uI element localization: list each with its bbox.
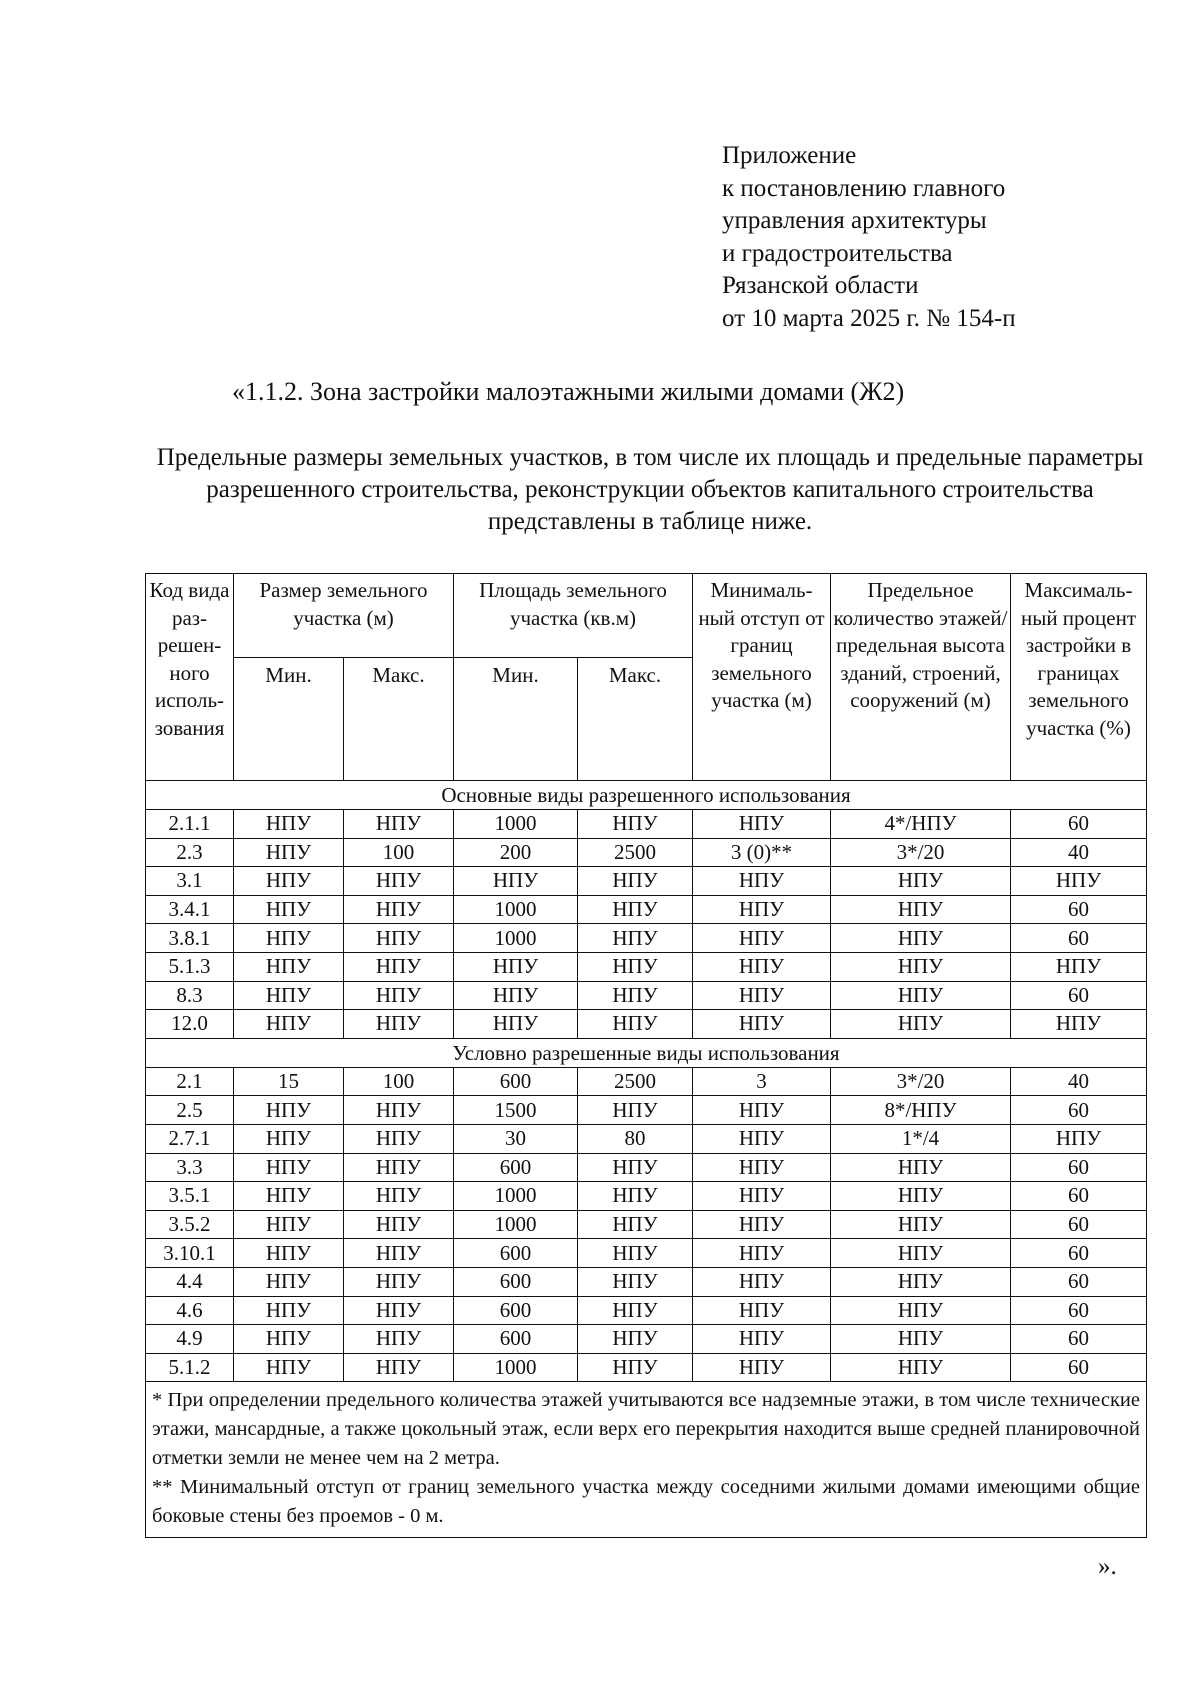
table-cell: 2.5 [146, 1096, 234, 1125]
table-cell: 600 [454, 1296, 578, 1325]
table-cell: НПУ [831, 1210, 1011, 1239]
table-row [146, 1153, 1147, 1182]
table-cell: НПУ [831, 1267, 1011, 1296]
table-row [146, 1296, 1147, 1325]
table-cell: 200 [454, 838, 578, 867]
table-cell: НПУ [578, 981, 693, 1010]
table-cell: НПУ [234, 810, 344, 839]
table-cell: 3 [693, 1067, 831, 1096]
table-cell: НПУ [831, 867, 1011, 896]
table-cell: НПУ [831, 1296, 1011, 1325]
table-row [146, 1267, 1147, 1296]
appendix-line: от 10 марта 2025 г. № 154-п [722, 304, 1016, 332]
section-row [146, 781, 1147, 810]
table-cell: НПУ [831, 1010, 1011, 1039]
appendix-line: к постановлению главного [722, 174, 1006, 202]
table-cell: 2.1 [146, 1067, 234, 1096]
parameters-table [145, 573, 1147, 1538]
header-coverage: Максималь-ный процент застройки в границах земельного участка (%) [1011, 574, 1147, 781]
table-cell: 4.4 [146, 1267, 234, 1296]
table-cell: НПУ [234, 1267, 344, 1296]
table-cell: 3.4.1 [146, 895, 234, 924]
table-cell: НПУ [831, 1325, 1011, 1354]
table-cell: НПУ [578, 1239, 693, 1268]
table-cell: 12.0 [146, 1010, 234, 1039]
table-notes [146, 1382, 1147, 1538]
table-cell: 2500 [578, 838, 693, 867]
table-cell: 8.3 [146, 981, 234, 1010]
table-cell: НПУ [454, 867, 578, 896]
table-cell: НПУ [693, 1010, 831, 1039]
table-cell: НПУ [234, 952, 344, 981]
section-title: Основные виды разрешенного использования [146, 781, 1147, 810]
table-cell: 3.1 [146, 867, 234, 896]
table-cell: НПУ [578, 1010, 693, 1039]
table-cell: 8*/НПУ [831, 1096, 1011, 1125]
table-cell: НПУ [831, 924, 1011, 953]
table-cell: НПУ [344, 1239, 454, 1268]
table-cell: 1000 [454, 1182, 578, 1211]
table-cell: НПУ [344, 1267, 454, 1296]
table-cell: НПУ [578, 1096, 693, 1125]
table-cell: НПУ [831, 1182, 1011, 1211]
zone-title: «1.1.2. Зона застройки малоэтажными жилыми домами (Ж2) [232, 377, 905, 406]
table-cell: 60 [1011, 1239, 1147, 1268]
table-cell: НПУ [578, 952, 693, 981]
table-cell: НПУ [693, 952, 831, 981]
table-cell: НПУ [344, 810, 454, 839]
table-cell: НПУ [234, 1296, 344, 1325]
table-cell: НПУ [344, 867, 454, 896]
section-title: Условно разрешенные виды использования [146, 1038, 1147, 1067]
table-cell: НПУ [234, 1096, 344, 1125]
table-row [146, 1124, 1147, 1153]
header-area-min: Мин. [454, 658, 578, 781]
table-row [146, 810, 1147, 839]
table-cell: НПУ [234, 981, 344, 1010]
table-cell: 4.6 [146, 1296, 234, 1325]
table-cell: НПУ [693, 1267, 831, 1296]
table-cell: НПУ [454, 1010, 578, 1039]
table-cell: НПУ [344, 1353, 454, 1382]
table-cell: 1000 [454, 895, 578, 924]
table-cell: НПУ [693, 810, 831, 839]
table-cell: 4*/НПУ [831, 810, 1011, 839]
table-cell: 3.5.2 [146, 1210, 234, 1239]
table-cell: НПУ [1011, 952, 1147, 981]
table-cell: НПУ [234, 1124, 344, 1153]
appendix-block [722, 140, 1016, 335]
table-cell: 1000 [454, 810, 578, 839]
table-cell: НПУ [693, 1296, 831, 1325]
table-cell: 1000 [454, 924, 578, 953]
table-cell: НПУ [344, 952, 454, 981]
table-cell: НПУ [578, 924, 693, 953]
table-cell: НПУ [693, 1153, 831, 1182]
table-cell: 600 [454, 1153, 578, 1182]
table-cell: НПУ [234, 1325, 344, 1354]
table-cell: НПУ [693, 1124, 831, 1153]
table-row [146, 1210, 1147, 1239]
table-cell: 40 [1011, 1067, 1147, 1096]
header-plot-size: Размер земельного участка (м) [234, 574, 454, 658]
table-cell: 30 [454, 1124, 578, 1153]
table-cell: 40 [1011, 838, 1147, 867]
table-cell: 3.3 [146, 1153, 234, 1182]
table-cell: НПУ [693, 867, 831, 896]
table-cell: НПУ [578, 1153, 693, 1182]
table-row [146, 1010, 1147, 1039]
table-cell: 1500 [454, 1096, 578, 1125]
table-cell: 60 [1011, 1353, 1147, 1382]
table-cell: НПУ [344, 1124, 454, 1153]
table-cell: 3.10.1 [146, 1239, 234, 1268]
table-cell: 600 [454, 1067, 578, 1096]
table-cell: НПУ [693, 981, 831, 1010]
table-row [146, 1096, 1147, 1125]
note-floors: * При определении предельного количества этажей учитываются все надземные этажи, в том числе технические этажи, мансардные, а также цокольный этаж, если верх его перекрытия находится выше средней планировочной отметки земли не менее чем на 2 метра. [152, 1389, 1140, 1470]
table-cell: НПУ [1011, 1124, 1147, 1153]
table-cell: 60 [1011, 1267, 1147, 1296]
table-cell: НПУ [578, 810, 693, 839]
table-cell: НПУ [234, 1353, 344, 1382]
table-cell: НПУ [234, 895, 344, 924]
table-cell: НПУ [234, 1010, 344, 1039]
table-cell: 2500 [578, 1067, 693, 1096]
table-cell: НПУ [234, 1182, 344, 1211]
table-row [146, 1067, 1147, 1096]
table-cell: НПУ [578, 1267, 693, 1296]
table-cell: НПУ [831, 952, 1011, 981]
table-cell: 15 [234, 1067, 344, 1096]
table-cell: НПУ [693, 1353, 831, 1382]
table-cell: НПУ [693, 1210, 831, 1239]
table-row [146, 867, 1147, 896]
table-cell: НПУ [693, 1182, 831, 1211]
table-cell: НПУ [344, 1010, 454, 1039]
closing-quote: ». [1098, 1553, 1117, 1580]
table-cell: НПУ [578, 1325, 693, 1354]
table-cell: НПУ [831, 1353, 1011, 1382]
table-cell: НПУ [1011, 1010, 1147, 1039]
table-cell: 60 [1011, 1096, 1147, 1125]
table-cell: 3 (0)** [693, 838, 831, 867]
table-cell: 60 [1011, 981, 1147, 1010]
table-cell: 2.1.1 [146, 810, 234, 839]
header-plot-area: Площадь земельного участка (кв.м) [454, 574, 693, 658]
table-row [146, 895, 1147, 924]
appendix-line: Приложение [722, 142, 857, 169]
table-cell: НПУ [234, 924, 344, 953]
table-cell: НПУ [831, 1239, 1011, 1268]
header-area-max: Макс. [578, 658, 693, 781]
table-cell: 2.3 [146, 838, 234, 867]
table-cell: НПУ [234, 1239, 344, 1268]
table-cell: НПУ [234, 1210, 344, 1239]
table-cell: 1000 [454, 1353, 578, 1382]
table-cell: 60 [1011, 1153, 1147, 1182]
table-cell: НПУ [454, 952, 578, 981]
table-row [146, 981, 1147, 1010]
table-cell: 60 [1011, 1325, 1147, 1354]
table-cell: НПУ [578, 1296, 693, 1325]
table-cell: НПУ [344, 924, 454, 953]
table-cell: НПУ [344, 895, 454, 924]
table-cell: 600 [454, 1239, 578, 1268]
table-cell: НПУ [234, 838, 344, 867]
table-cell: 60 [1011, 1210, 1147, 1239]
table-cell: 1000 [454, 1210, 578, 1239]
table-cell: 60 [1011, 924, 1147, 953]
intro-paragraph: Предельные размеры земельных участков, в том числе их площадь и предельные параметры разрешенного строительства, реконструкции объектов капитального строительства представлены в таблице ниже. [156, 444, 1144, 535]
appendix-line: управления архитектуры [722, 207, 987, 234]
table-cell: НПУ [831, 981, 1011, 1010]
table-cell: НПУ [454, 981, 578, 1010]
table-cell: НПУ [344, 1182, 454, 1211]
table-cell: НПУ [578, 1182, 693, 1211]
table-cell: 60 [1011, 1182, 1147, 1211]
header-floors: Предельное количество этажей/ предельная высота зданий, строений, сооружений (м) [831, 574, 1011, 781]
table-cell: 60 [1011, 810, 1147, 839]
table-cell: НПУ [693, 1325, 831, 1354]
table-row [146, 1239, 1147, 1268]
table-cell: 600 [454, 1267, 578, 1296]
table-cell: 5.1.2 [146, 1353, 234, 1382]
table-cell: НПУ [344, 1210, 454, 1239]
table-cell: НПУ [693, 1239, 831, 1268]
table-cell: 3.5.1 [146, 1182, 234, 1211]
table-cell: НПУ [234, 867, 344, 896]
table-cell: НПУ [831, 1153, 1011, 1182]
header-setback: Минималь-ный отступ от границ земельного участка (м) [693, 574, 831, 781]
table-row [146, 1325, 1147, 1354]
table-cell: 60 [1011, 895, 1147, 924]
header-size-max: Макс. [344, 658, 454, 781]
table-cell: 5.1.3 [146, 952, 234, 981]
table-cell: НПУ [578, 1210, 693, 1239]
table-cell: 3*/20 [831, 1067, 1011, 1096]
table-cell: 4.9 [146, 1325, 234, 1354]
table-cell: НПУ [578, 867, 693, 896]
table-cell: НПУ [578, 1353, 693, 1382]
table-cell: НПУ [693, 1096, 831, 1125]
table-cell: 100 [344, 838, 454, 867]
table-cell: НПУ [234, 1153, 344, 1182]
table-cell: 3*/20 [831, 838, 1011, 867]
table-row [146, 952, 1147, 981]
table-cell: НПУ [578, 895, 693, 924]
table-row [146, 1353, 1147, 1382]
table-row [146, 838, 1147, 867]
header-size-min: Мин. [234, 658, 344, 781]
table-row [146, 1182, 1147, 1211]
table-cell: НПУ [344, 981, 454, 1010]
table-cell: НПУ [344, 1296, 454, 1325]
table-cell: НПУ [693, 895, 831, 924]
appendix-line: и градостроительства [722, 239, 953, 267]
note-setback: ** Минимальный отступ от границ земельного участка между соседними жилыми домами имеющими общие боковые стены без проемов - 0 м. [152, 1476, 1140, 1528]
table-cell: НПУ [831, 895, 1011, 924]
table-cell: НПУ [1011, 867, 1147, 896]
table-cell: 80 [578, 1124, 693, 1153]
appendix-line: Рязанской области [722, 272, 919, 299]
header-code: Код вида раз-решен-ного исполь-зования [146, 574, 234, 781]
table-cell: НПУ [693, 924, 831, 953]
table-cell: НПУ [344, 1325, 454, 1354]
table-cell: 100 [344, 1067, 454, 1096]
table-cell: 2.7.1 [146, 1124, 234, 1153]
table-cell: 3.8.1 [146, 924, 234, 953]
table-cell: 60 [1011, 1296, 1147, 1325]
section-row [146, 1038, 1147, 1067]
table-cell: НПУ [344, 1153, 454, 1182]
table-cell: НПУ [344, 1096, 454, 1125]
table-cell: 600 [454, 1325, 578, 1354]
table-cell: 1*/4 [831, 1124, 1011, 1153]
table-row [146, 924, 1147, 953]
